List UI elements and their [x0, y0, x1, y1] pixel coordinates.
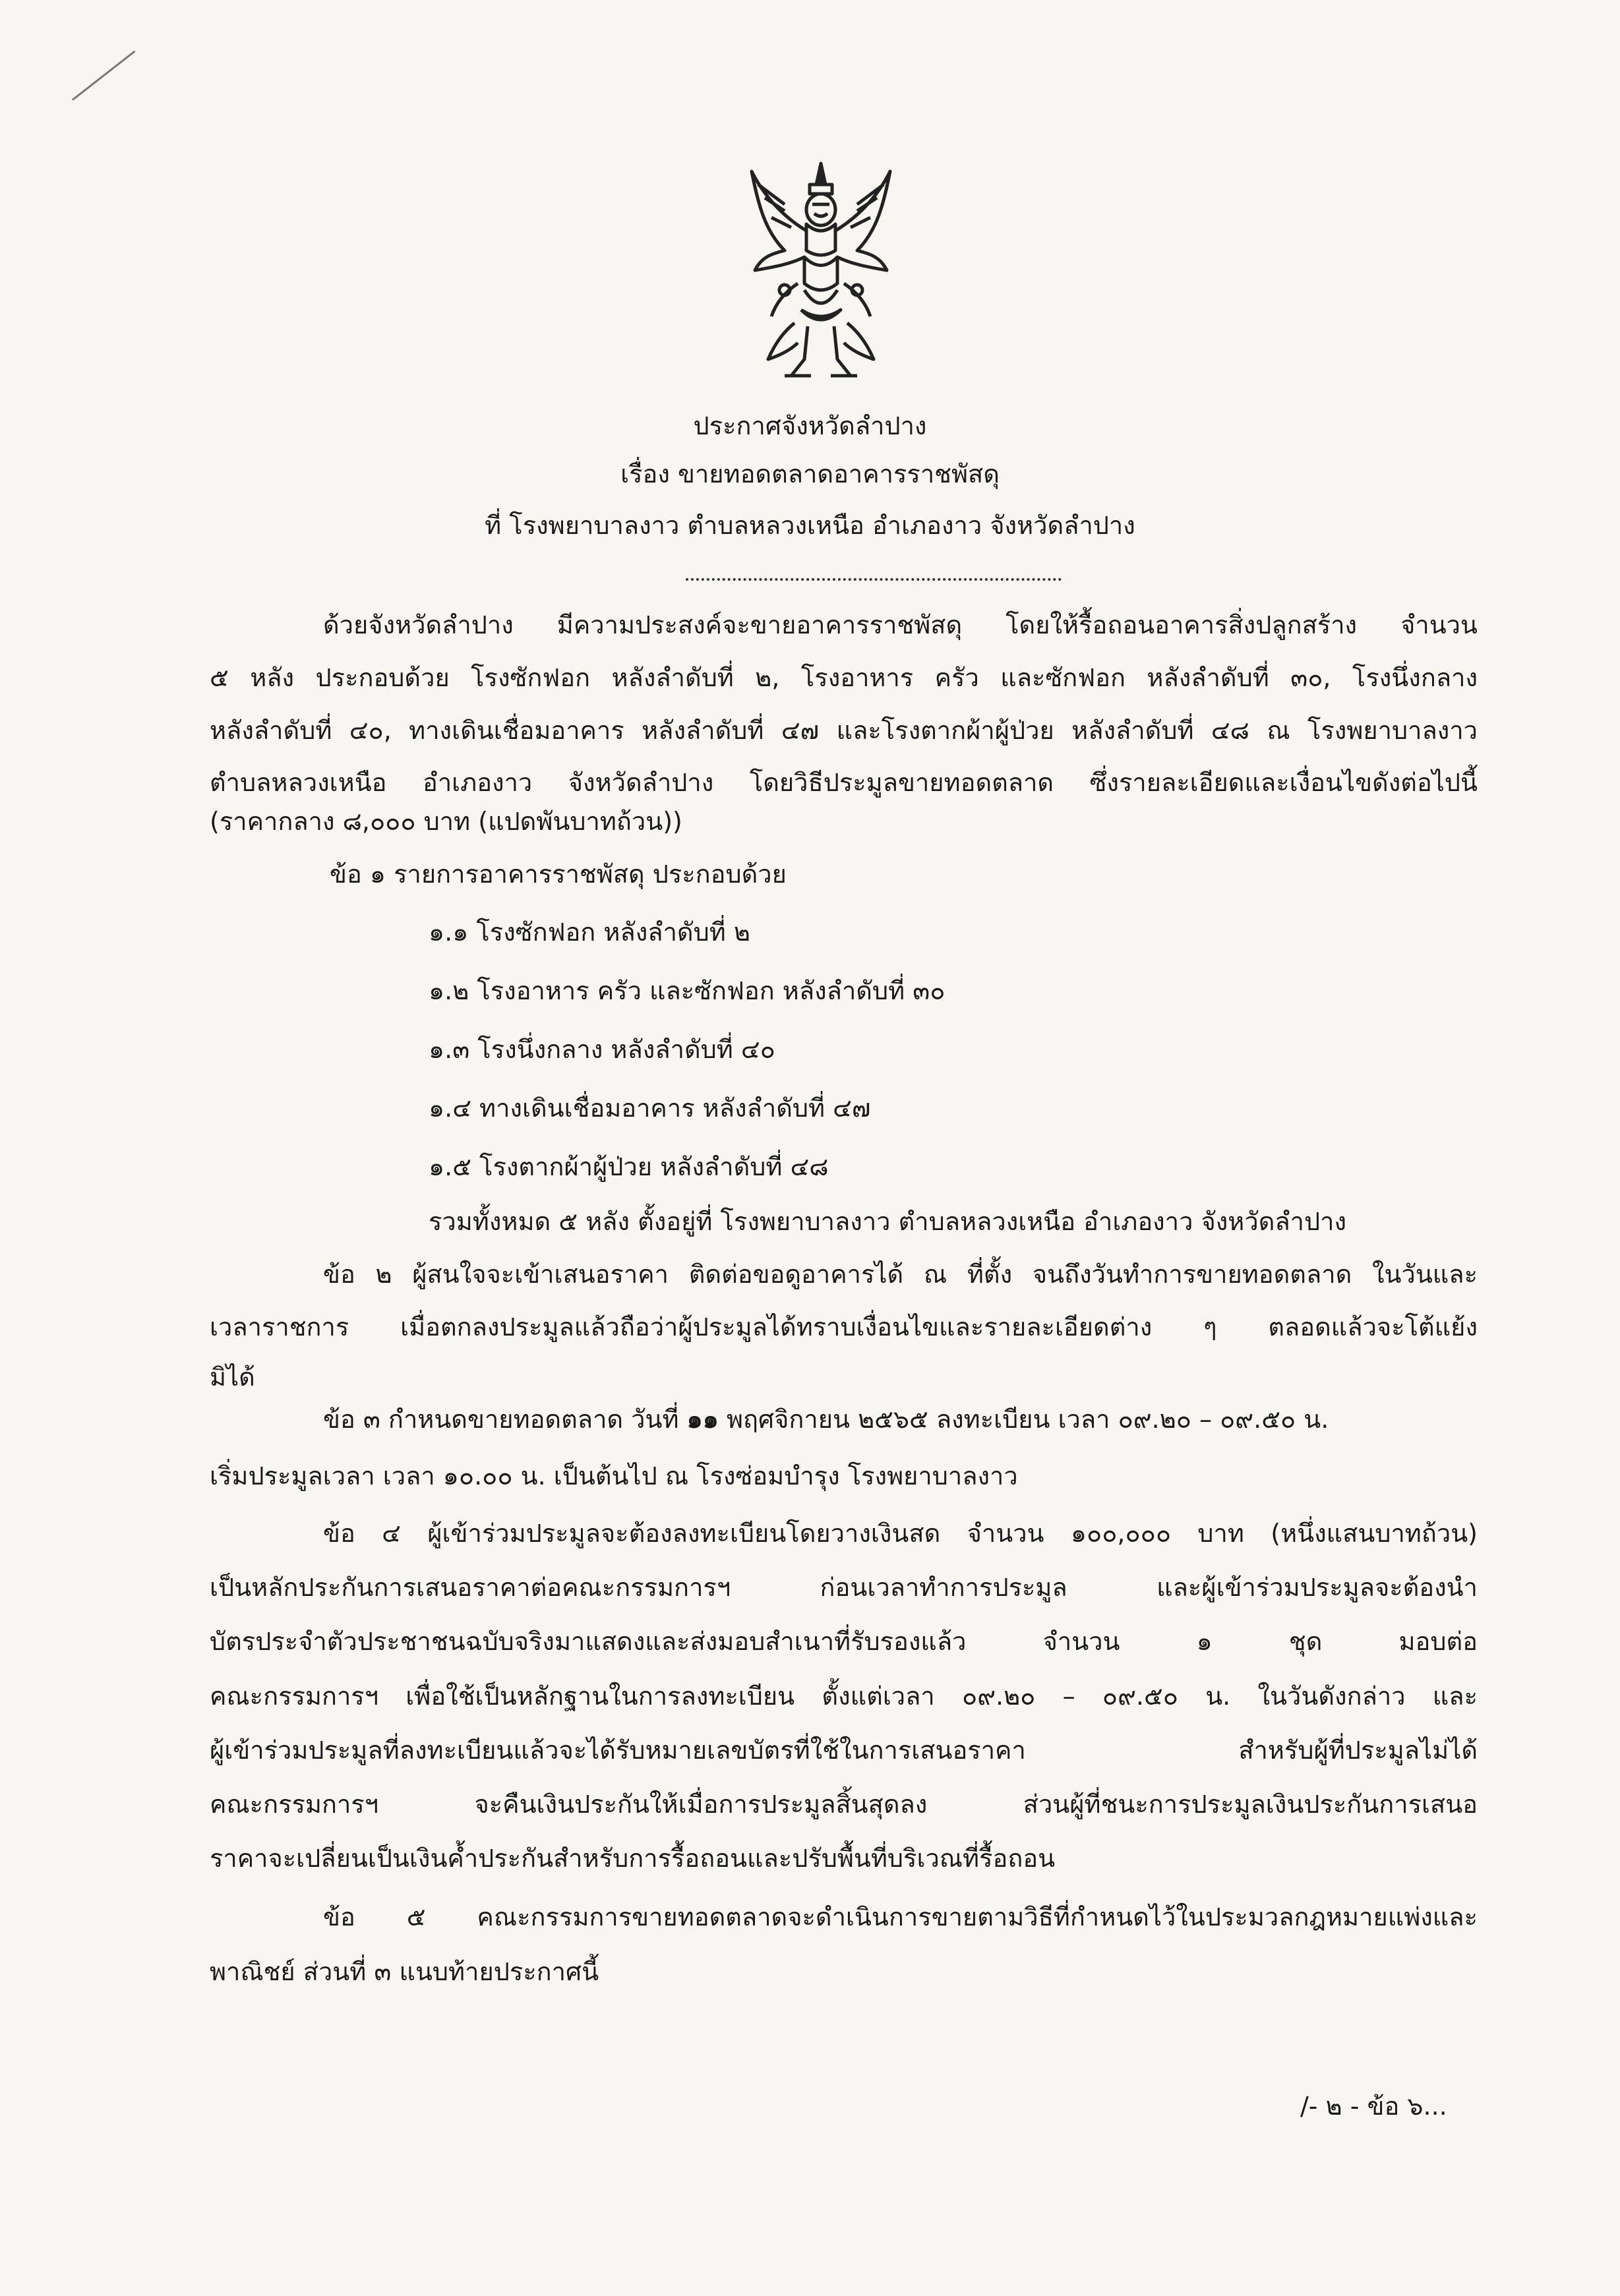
- clause-3-line-1: [323, 1405, 1478, 1434]
- clause-4-line-3: บัตรประจำตัวประชาชนฉบับจริงมาแสดงและส่งมอบสำเนาที่รับรองแล้ว จำนวน ๑ ชุด มอบต่อ: [210, 1627, 1478, 1656]
- clause-3-prefix: ข้อ ๓ กำหนดขายทอดตลาด วันที่: [323, 1405, 687, 1434]
- clause-4-line-5: ผู้เข้าร่วมประมูลที่ลงทะเบียนแล้วจะได้รับหมายเลขบัตรที่ใช้ในการเสนอราคา สำหรับผู้ที่ประมูลไม่ได้: [210, 1736, 1478, 1765]
- clause-1-item: ๑.๑ โรงซักฟอก หลังลำดับที่ ๒: [429, 918, 750, 947]
- page-continuation: /- ๒ - ข้อ ๖...: [1300, 2092, 1447, 2121]
- clause-1-item: ๑.๓ โรงนึ่งกลาง หลังลำดับที่ ๔๐: [429, 1035, 775, 1064]
- clause-3-rest: พฤศจิกายน ๒๕๖๕ ลงทะเบียน เวลา ๐๙.๒๐ – ๐๙.๕๐ น.: [718, 1405, 1329, 1434]
- clause-1-item: ๑.๒ โรงอาหาร ครัว และซักฟอก หลังลำดับที่ ๓๐: [429, 976, 945, 1005]
- clause-3-day: ๑๑: [686, 1405, 719, 1434]
- clause-1-item: ๑.๕ โรงตากผ้าผู้ป่วย หลังลำดับที่ ๔๘: [429, 1152, 829, 1181]
- clause-1-total: รวมทั้งหมด ๕ หลัง ตั้งอยู่ที่ โรงพยาบาลงาว ตำบลหลวงเหนือ อำเภองาว จังหวัดลำปาง: [429, 1207, 1347, 1236]
- announcement-title: ประกาศจังหวัดลำปาง: [693, 411, 927, 440]
- dotted-divider: [686, 578, 1062, 581]
- clause-5-line-2: พาณิชย์ ส่วนที่ ๓ แนบท้ายประกาศนี้: [210, 1957, 599, 1986]
- clause-4-line-7: ราคาจะเปลี่ยนเป็นเงินค้ำประกันสำหรับการรื้อถอนและปรับพื้นที่บริเวณที่รื้อถอน: [210, 1844, 1056, 1873]
- intro-line-5: (ราคากลาง ๘,๐๐๐ บาท (แปดพันบาทถ้วน)): [210, 807, 682, 836]
- clause-2-line-1: ข้อ ๒ ผู้สนใจจะเข้าเสนอราคา ติดต่อขอดูอาคารได้ ณ ที่ตั้ง จนถึงวันทำการขายทอดตลาด ในวันและ: [323, 1260, 1478, 1289]
- clause-1-heading: ข้อ ๑ รายการอาคารราชพัสดุ ประกอบด้วย: [330, 860, 787, 889]
- clause-4-line-2: เป็นหลักประกันการเสนอราคาต่อคณะกรรมการฯ ก่อนเวลาทำการประมูล และผู้เข้าร่วมประมูลจะต้องนำ: [210, 1573, 1478, 1602]
- announcement-location: ที่ โรงพยาบาลงาว ตำบลหลวงเหนือ อำเภองาว จังหวัดลำปาง: [485, 511, 1135, 540]
- announcement-subject: เรื่อง ขายทอดตลาดอาคารราชพัสดุ: [620, 459, 1000, 488]
- clause-5-line-1: ข้อ ๕ คณะกรรมการขายทอดตลาดจะดำเนินการขายตามวิธีที่กำหนดไว้ในประมวลกฎหมายแพ่งและ: [323, 1902, 1478, 1931]
- intro-line-4: ตำบลหลวงเหนือ อำเภองาว จังหวัดลำปาง โดยวิธีประมูลขายทอดตลาด ซึ่งรายละเอียดและเงื่อนไขดังต่อไปนี้: [210, 768, 1478, 797]
- clause-3-line-2: เริ่มประมูลเวลา เวลา ๑๐.๐๐ น. เป็นต้นไป ณ โรงซ่อมบำรุง โรงพยาบาลงาว: [210, 1461, 1018, 1490]
- intro-line-2: ๕ หลัง ประกอบด้วย โรงซักฟอก หลังลำดับที่ ๒, โรงอาหาร ครัว และซักฟอก หลังลำดับที่ ๓๐, โรงนึ่งกลาง: [210, 663, 1478, 692]
- clause-4-line-4: คณะกรรมการฯ เพื่อใช้เป็นหลักฐานในการลงทะเบียน ตั้งแต่เวลา ๐๙.๒๐ – ๐๙.๕๐ น. ในวันดังกล่าว และ: [210, 1682, 1478, 1711]
- clause-2-line-3: มิได้: [210, 1363, 255, 1392]
- clause-4-line-1: ข้อ ๔ ผู้เข้าร่วมประมูลจะต้องลงทะเบียนโดยวางเงินสด จำนวน ๑๐๐,๐๐๐ บาท (หนึ่งแสนบาทถ้วน): [323, 1519, 1478, 1548]
- scan-mark: [72, 50, 135, 100]
- garuda-emblem-icon: [738, 158, 903, 389]
- intro-line-3: หลังลำดับที่ ๔๐, ทางเดินเชื่อมอาคาร หลังลำดับที่ ๔๗ และโรงตากผ้าผู้ป่วย หลังลำดับที่ ๔๘ ณ โรงพยาบาลงาว: [210, 716, 1478, 745]
- intro-line-1: ด้วยจังหวัดลำปาง มีความประสงค์จะขายอาคารราชพัสดุ โดยให้รื้อถอนอาคารสิ่งปลูกสร้าง จำนวน: [323, 610, 1478, 639]
- clause-2-line-2: เวลาราชการ เมื่อตกลงประมูลแล้วถือว่าผู้ประมูลได้ทราบเงื่อนไขและรายละเอียดต่าง ๆ ตลอดแล้วจะโต้แย้ง: [210, 1312, 1478, 1341]
- clause-4-line-6: คณะกรรมการฯ จะคืนเงินประกันให้เมื่อการประมูลสิ้นสุดลง ส่วนผู้ที่ชนะการประมูลเงินประกันการเสนอ: [210, 1790, 1478, 1819]
- clause-1-item: ๑.๔ ทางเดินเชื่อมอาคาร หลังลำดับที่ ๔๗: [429, 1094, 871, 1123]
